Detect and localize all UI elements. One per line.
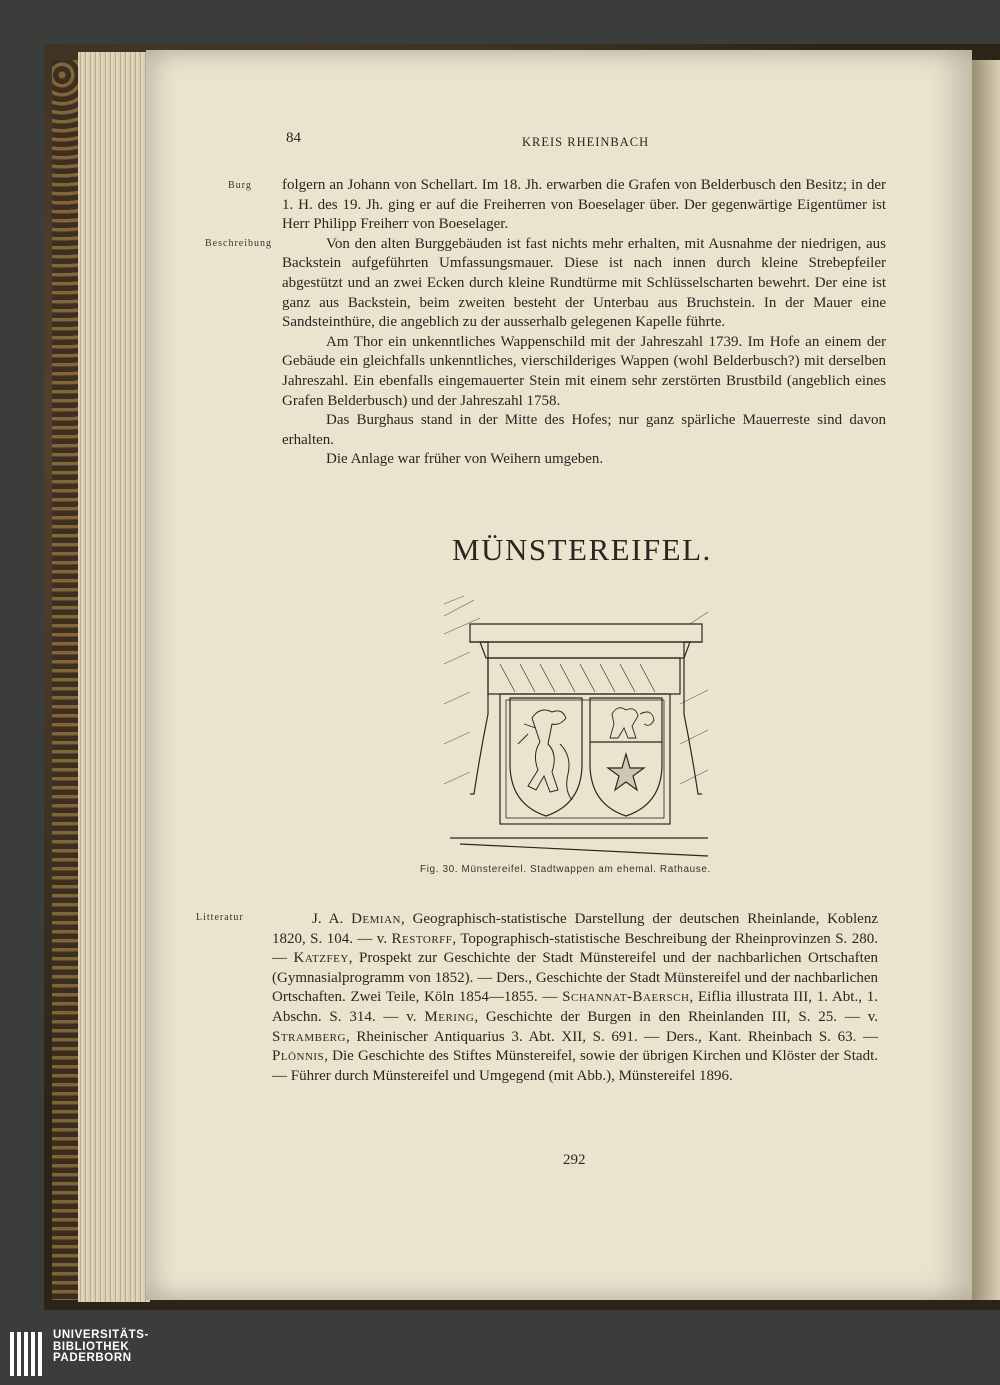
margin-label-burg: Burg [228, 180, 252, 191]
coat-of-arms-illustration [440, 594, 712, 860]
folio-number: 292 [563, 1152, 586, 1168]
facing-page-edge [972, 60, 1000, 1300]
running-head: KREIS RHEINBACH [522, 135, 650, 149]
text-segment: , Topographisch-statistische Beschreibung der Rheinprovinzen S. 280. — [272, 930, 878, 967]
margin-label-beschreibung: Beschreibung [205, 238, 272, 249]
author-name: Demian [351, 911, 401, 927]
page-edges [78, 52, 150, 1302]
paragraph: Das Burghaus stand in der Mitte des Hofes; nur ganz spärliche Mauerreste sind davon erhalten. [282, 412, 886, 448]
logo-line: UNIVERSITÄTS- [53, 1329, 149, 1341]
paragraph: Von den alten Burggebäuden ist fast nichts mehr erhalten, mit Ausnahme der niedrigen, aus Backstein aufgeführten Umfassungsmauer. Diese ist nach innen durch kleine Strebepfeiler abgestützt und an zwei Ecken durch kleine Rundtürme mit Schlüsselscharten bewehrt. Der eine ist ganz aus Backstein, beim zweiten besteht der Unterbau aus Bruchstein. In der Mauer eine Sandsteinthüre, die angeblich zu der ausserhalb gelegenen Kapelle führte. [282, 235, 886, 331]
text-segment: , Prospekt zur Geschichte der Stadt Münstereifel und der nachbarlichen Ortschaften (Gymnasialprogramm von 1852). — Ders., Geschichte der Stadt Münstereifel und der nachbarlichen Ortschaften. Zwei Teile, Köln 1854—1855. — [272, 950, 878, 1006]
figure-caption: Fig. 30. Münstereifel. Stadtwappen am ehemal. Rathause. [420, 864, 711, 875]
author-name: Restorff [391, 930, 453, 947]
paragraph: Am Thor ein unkenntliches Wappenschild mit der Jahreszahl 1739. Im Hofe an einem der Gebäude ein gleichfalls unkenntliches, vierschilderiges Wappen (wohl Belderbusch?) mit derselben Jahreszahl. Ein ebenfalls eingemauerter Stein mit einem sehr zerstörten Brustbild (angeblich eines Grafen Belderbusch) und der Jahreszahl 1758. [282, 333, 886, 409]
library-logo-icon [8, 1330, 48, 1378]
text-segment: J. A. [312, 911, 352, 927]
viewer-footer [0, 1310, 1000, 1385]
burg-section-text [282, 176, 886, 470]
logo-line: BIBLIOTHEK [53, 1340, 130, 1353]
text-segment: , Eiflia illustrata III, 1. Abt., 1. Abschn. S. 314. — v. [272, 989, 878, 1025]
section-title: MÜNSTEREIFEL. [452, 532, 712, 567]
bibliography-paragraph [272, 910, 878, 1086]
paragraph: folgern an Johann von Schellart. Im 18. Jh. erwarben die Grafen von Belderbusch den Besitz; in der 1. H. des 19. Jh. ging er auf die Freiherren von Boeselager über. Der gegenwärtige Eigentümer ist Herr Philipp Freiherr von Boeselager. [282, 177, 886, 233]
library-logo-text [53, 1330, 149, 1365]
page-number: 84 [286, 130, 301, 146]
text-segment: , Rheinischer Antiquarius 3. Abt. XII, S. 691. — Ders., Kant. Rheinbach S. 63. — [345, 1028, 878, 1045]
margin-label-litteratur: Litteratur [196, 912, 244, 923]
author-name: Stramberg [272, 1028, 346, 1045]
author-name: Plönnis [272, 1048, 325, 1065]
author-name: Mering [424, 1008, 475, 1025]
text-segment: , Geographisch-statistische Darstellung der deutschen Rheinlande, Koblenz 1820, S. 104. — v. [272, 911, 879, 947]
litteratur-text [272, 910, 878, 1086]
paragraph: Die Anlage war früher von Weihern umgeben. [326, 451, 604, 468]
text-segment: , Die Geschichte des Stiftes Münstereifel, sowie der übrigen Kirchen und Klöster der Stadt. — Führer durch Münstereifel und Umgegend (mit Abb.), Münstereifel 1896. [272, 1048, 878, 1084]
author-name: Schannat-Baersch [562, 989, 690, 1006]
author-name: Katzfey [293, 950, 349, 967]
logo-line: PADERBORN [53, 1352, 132, 1364]
text-segment: , Geschichte der Burgen in den Rheinlanden III, S. 25. — v. [474, 1008, 878, 1025]
